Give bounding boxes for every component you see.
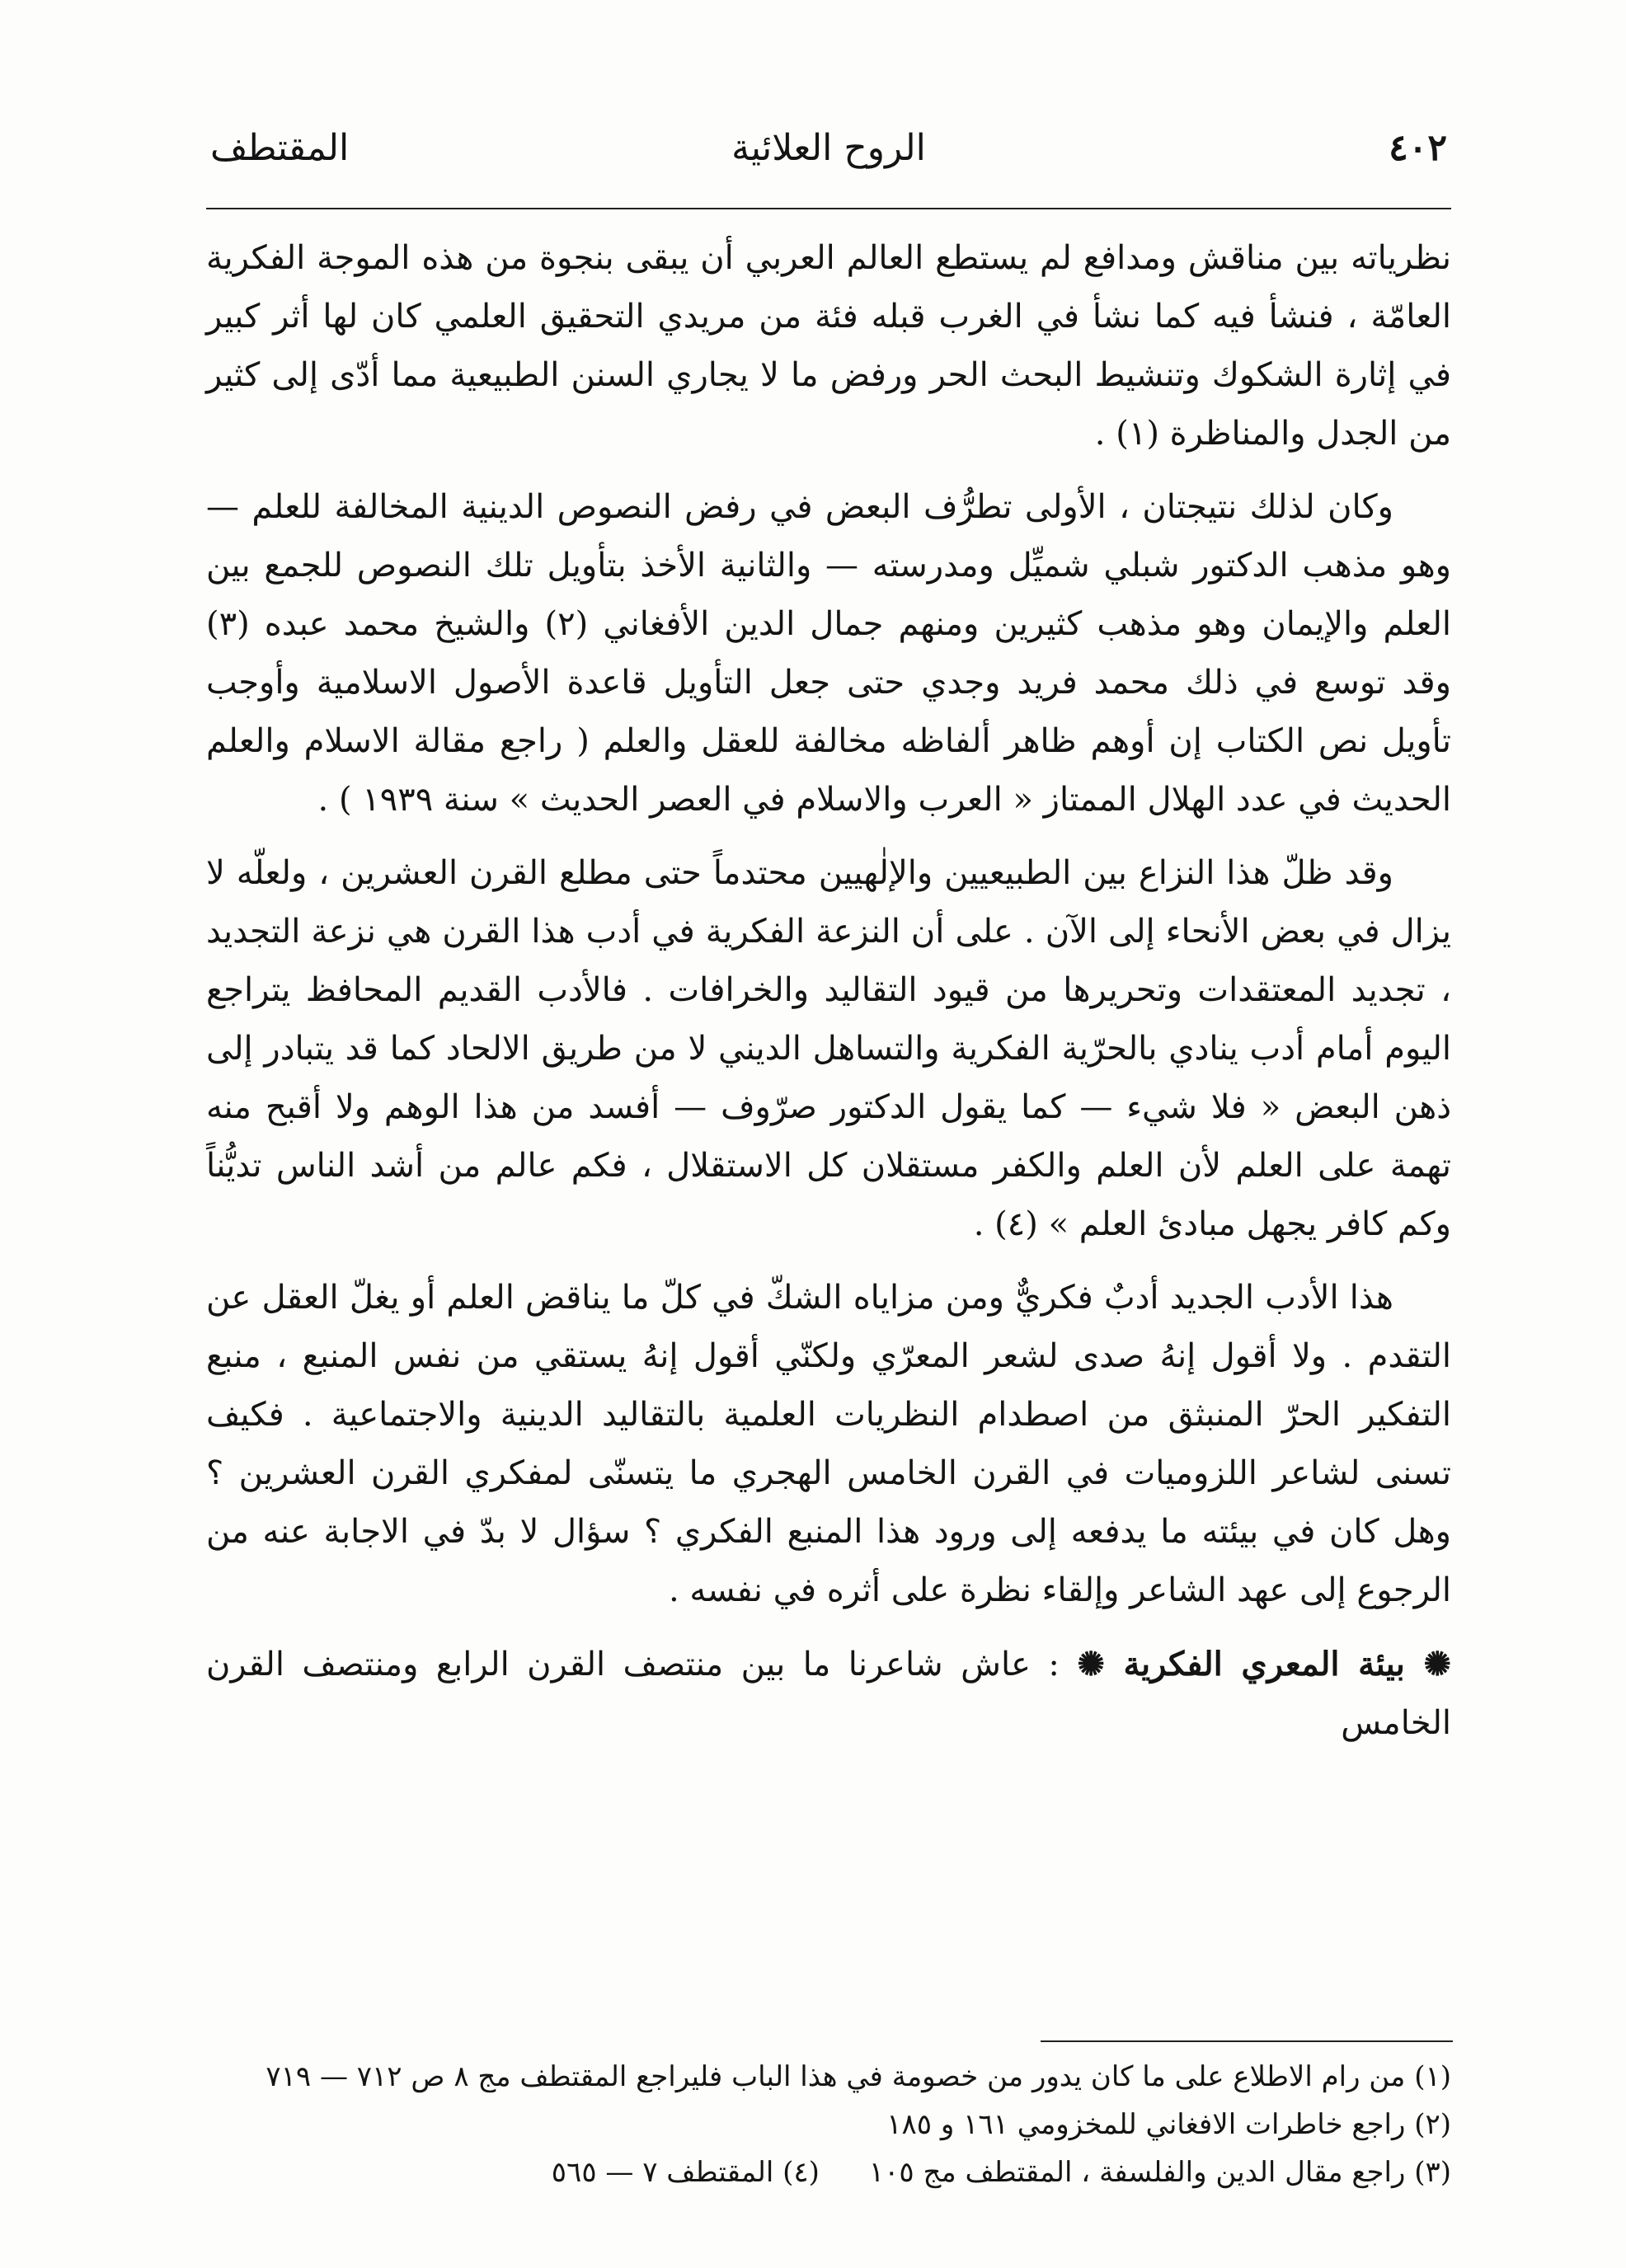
footnote-2: (٢) راجع خاطرات الافغاني للمخزومي ١٦١ و ١٨٥ bbox=[886, 2108, 1451, 2141]
page-header bbox=[210, 124, 1447, 181]
footnotes bbox=[206, 2053, 1451, 2196]
footnote-rule bbox=[1041, 2040, 1453, 2042]
section-paragraph bbox=[206, 1635, 1451, 1753]
header-rule bbox=[206, 208, 1451, 209]
paragraph-2: وكان لذلك نتيجتان ، الأولى تطرُّف البعض في رفض النصوص الدينية المخالفة للعلم — وهو مذهب الدكتور شبلي شميِّل ومدرسته — والثانية الأخذ بتأويل تلك النصوص للجمع بين العلم والإيمان وهو مذهب كثيرين ومنهم جمال الدين الأفغاني (٢) والشيخ محمد عبده (٣) وقد توسع في ذلك محمد فريد وجدي حتى جعل التأويل قاعدة الأصول الاسلامية وأوجب تأويل نص الكتاب إن أوهم ظاهر ألفاظه مخالفة للعقل والعلم ( راجع مقالة الاسلام والعلم الحديث في عدد الهلال الممتاز « العرب والاسلام في العصر الحديث » سنة ١٩٣٩ ) . bbox=[206, 488, 1451, 819]
paragraph-3: وقد ظلّ هذا النزاع بين الطبيعيين والإلٰهيين محتدماً حتى مطلع القرن العشرين ، ولعلّه لا يزال في بعض الأنحاء إلى الآن . على أن النزعة الفكرية في أدب هذا القرن هي نزعة التجديد ، تجديد المعتقدات وتحريرها من قيود التقاليد والخرافات . فالأدب القديم المحافظ يتراجع اليوم أمام أدب ينادي بالحرّية الفكرية والتساهل الديني لا من طريق الالحاد كما قد يتبادر إلى ذهن البعض « فلا شيء — كما يقول الدكتور صرّوف — أفسد من هذا الوهم ولا أقبح منه تهمة على العلم لأن العلم والكفر مستقلان كل الاستقلال ، فكم عالم من أشد الناس تديُّناً وكم كافر يجهل مبادئ العلم » (٤) . bbox=[206, 854, 1451, 1243]
running-title: الروح العلائية bbox=[731, 127, 926, 169]
footnote-1: (١) من رام الاطلاع على ما كان يدور من خصومة في هذا الباب فليراجع المقتطف مج ٨ ص ٧١٢ — ٧١٩ bbox=[266, 2060, 1451, 2093]
page-number: ٤٠٢ bbox=[1389, 127, 1447, 169]
section-heading: ✺ بيئة المعري الفكرية ✺ bbox=[1077, 1645, 1452, 1683]
footnote-4: (٤) المقتطف ٧ — ٥٦٥ bbox=[551, 2156, 820, 2189]
paragraph-4: هذا الأدب الجديد أدبٌ فكريٌّ ومن مزاياه الشكّ في كلّ ما يناقض العلم أو يغلّ العقل عن التقدم . ولا أقول إنهُ صدى لشعر المعرّي ولكنّي أقول إنهُ يستقي من نفس المنبع ، منبع التفكير الحرّ المنبثق من اصطدام النظريات العلمية بالتقاليد الدينية والاجتماعية . فكيف تسنى لشاعر اللزوميات في القرن الخامس الهجري ما يتسنّى لمفكري القرن العشرين ؟ وهل كان في بيئته ما يدفعه إلى ورود هذا المنبع الفكري ؟ سؤال لا بدّ في الاجابة عنه من الرجوع إلى عهد الشاعر وإلقاء نظرة على أثره في نفسه . bbox=[206, 1279, 1451, 1609]
paragraph-1: نظرياته بين مناقش ومدافع لم يستطع العالم العربي أن يبقى بنجوة من هذه الموجة الفكرية العامّة ، فنشأ فيه كما نشأ في الغرب قبله فئة من مريدي التحقيق العلمي كان لها أثر كبير في إثارة الشكوك وتنشيط البحث الحر ورفض ما لا يجاري السنن الطبيعية مما أدّى إلى كثير من الجدل والمناظرة (١) . bbox=[206, 239, 1451, 453]
footnote-row-3-4 bbox=[206, 2148, 1451, 2196]
journal-name: المقتطف bbox=[210, 127, 350, 169]
article-body bbox=[206, 229, 1451, 1768]
section-text: : عاش شاعرنا ما بين منتصف القرن الرابع ومنتصف القرن الخامس bbox=[206, 1646, 1451, 1742]
footnote-3: (٣) راجع مقال الدين والفلسفة ، المقتطف مج ١٠٥ bbox=[868, 2156, 1451, 2189]
